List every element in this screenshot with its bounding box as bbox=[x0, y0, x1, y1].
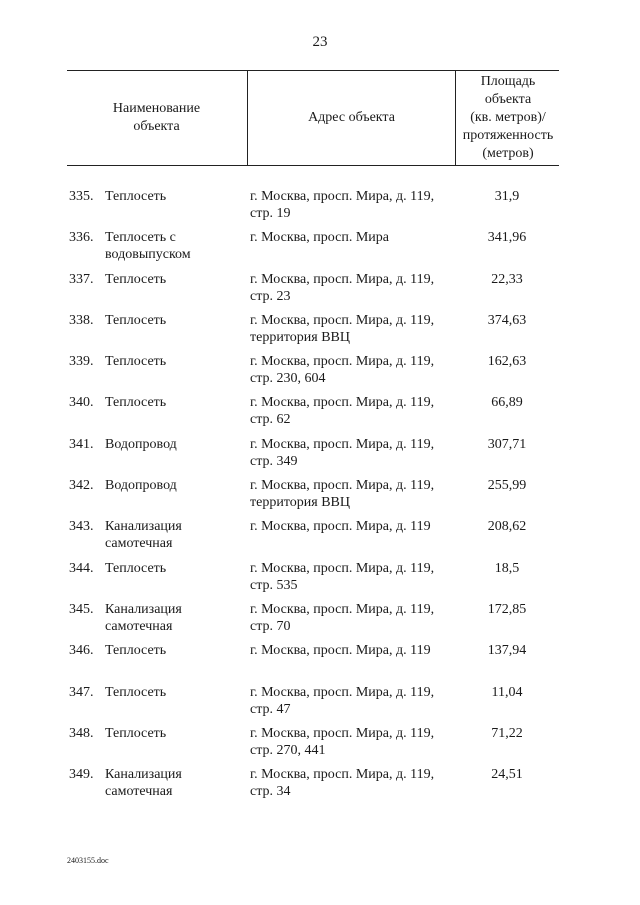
object-name: Теплосеть bbox=[105, 189, 167, 204]
table-row bbox=[67, 312, 559, 353]
object-name: Теплосеть bbox=[105, 560, 167, 576]
object-area: 66,89 bbox=[491, 395, 523, 411]
object-area: 374,63 bbox=[487, 312, 527, 328]
object-name: Теплосеть с водовыпуском bbox=[105, 230, 191, 263]
object-area: 208,62 bbox=[487, 519, 527, 535]
object-address: г. Москва, просп. Мира, д. 119, стр. 19 bbox=[250, 189, 435, 221]
table-row bbox=[67, 642, 559, 683]
object-address: г. Москва, просп. Мира, д. 119, стр. 34 bbox=[250, 767, 435, 800]
object-area: 172,85 bbox=[487, 601, 527, 617]
object-area: 137,94 bbox=[487, 643, 527, 659]
row-number: 336. bbox=[69, 230, 94, 246]
object-name: Канализация самотечная bbox=[105, 767, 182, 800]
object-address: г. Москва, просп. Мира, д. 119, стр. 230, 604 bbox=[250, 354, 435, 387]
header-area-label: Площадь объекта (кв. метров)/ протяженность (метров) bbox=[462, 74, 554, 161]
object-address: г. Москва, просп. Мира, д. 119, стр. 23 bbox=[250, 271, 435, 304]
object-address: г. Москва, просп. Мира, д. 119, стр. 270, 441 bbox=[250, 725, 435, 758]
table-row bbox=[67, 271, 559, 312]
object-area: 24,51 bbox=[491, 767, 523, 783]
object-area: 22,33 bbox=[491, 271, 523, 287]
object-address: г. Москва, просп. Мира, д. 119, территория ВВЦ bbox=[250, 312, 435, 345]
table-row bbox=[67, 188, 559, 229]
object-name: Водопровод bbox=[105, 436, 177, 452]
object-address: г. Москва, просп. Мира, д. 119, стр. 535 bbox=[250, 560, 435, 593]
row-number: 340. bbox=[69, 395, 94, 411]
table-row bbox=[67, 601, 559, 642]
row-number: 346. bbox=[69, 643, 94, 659]
object-name: Водопровод bbox=[105, 478, 177, 494]
table-header bbox=[67, 70, 559, 166]
object-name: Канализация самотечная bbox=[105, 601, 182, 634]
object-area: 11,04 bbox=[491, 684, 523, 700]
table-row bbox=[67, 725, 559, 766]
footer-filename: 2403155.doc bbox=[67, 856, 109, 865]
object-area: 255,99 bbox=[487, 478, 527, 494]
object-name: Канализация самотечная bbox=[105, 519, 182, 552]
row-number: 349. bbox=[69, 767, 94, 783]
object-area: 31,9 bbox=[494, 189, 520, 204]
header-cell-address bbox=[247, 71, 455, 165]
object-address: г. Москва, просп. Мира, д. 119, стр. 70 bbox=[250, 601, 435, 634]
table-row bbox=[67, 766, 559, 807]
row-number: 344. bbox=[69, 560, 94, 576]
object-name: Теплосеть bbox=[105, 354, 167, 370]
object-address: г. Москва, просп. Мира, д. 119, стр. 349 bbox=[250, 436, 435, 469]
table-row bbox=[67, 353, 559, 394]
table-row bbox=[67, 684, 559, 725]
row-number: 343. bbox=[69, 519, 94, 535]
row-number: 345. bbox=[69, 601, 94, 617]
object-address: г. Москва, просп. Мира, д. 119, стр. 47 bbox=[250, 684, 435, 717]
object-address: г. Москва, просп. Мира, д. 119, стр. 62 bbox=[250, 395, 435, 428]
table-row bbox=[67, 436, 559, 477]
object-name: Теплосеть bbox=[105, 312, 167, 328]
row-number: 337. bbox=[69, 271, 94, 287]
header-name-label: Наименование объекта bbox=[112, 101, 201, 134]
object-name: Теплосеть bbox=[105, 684, 167, 700]
header-cell-name bbox=[67, 71, 246, 165]
page-number: 23 bbox=[312, 34, 328, 50]
row-number: 338. bbox=[69, 312, 94, 328]
object-address: г. Москва, просп. Мира, д. 119 bbox=[250, 519, 431, 535]
object-address: г. Москва, просп. Мира, д. 119 bbox=[250, 643, 431, 659]
object-area: 18,5 bbox=[494, 560, 520, 576]
header-address-label: Адрес объекта bbox=[308, 110, 395, 125]
row-number: 342. bbox=[69, 478, 94, 494]
row-number: 335. bbox=[69, 189, 94, 204]
row-number: 347. bbox=[69, 684, 94, 700]
row-number: 348. bbox=[69, 725, 94, 741]
table-row bbox=[67, 477, 559, 518]
object-address: г. Москва, просп. Мира, д. 119, территория ВВЦ bbox=[250, 478, 435, 511]
object-name: Теплосеть bbox=[105, 271, 167, 287]
object-address: г. Москва, просп. Мира bbox=[250, 230, 389, 246]
object-area: 307,71 bbox=[487, 436, 527, 452]
table-row bbox=[67, 560, 559, 601]
table-row bbox=[67, 518, 559, 559]
table-body bbox=[67, 188, 559, 807]
object-name: Теплосеть bbox=[105, 395, 167, 411]
row-number: 339. bbox=[69, 354, 94, 370]
object-area: 162,63 bbox=[487, 354, 527, 370]
header-cell-area bbox=[455, 71, 560, 165]
object-area: 71,22 bbox=[491, 725, 523, 741]
object-area: 341,96 bbox=[487, 230, 527, 246]
row-number: 341. bbox=[69, 436, 94, 452]
object-name: Теплосеть bbox=[105, 725, 167, 741]
object-name: Теплосеть bbox=[105, 643, 167, 659]
table-row bbox=[67, 394, 559, 435]
table-row bbox=[67, 229, 559, 270]
